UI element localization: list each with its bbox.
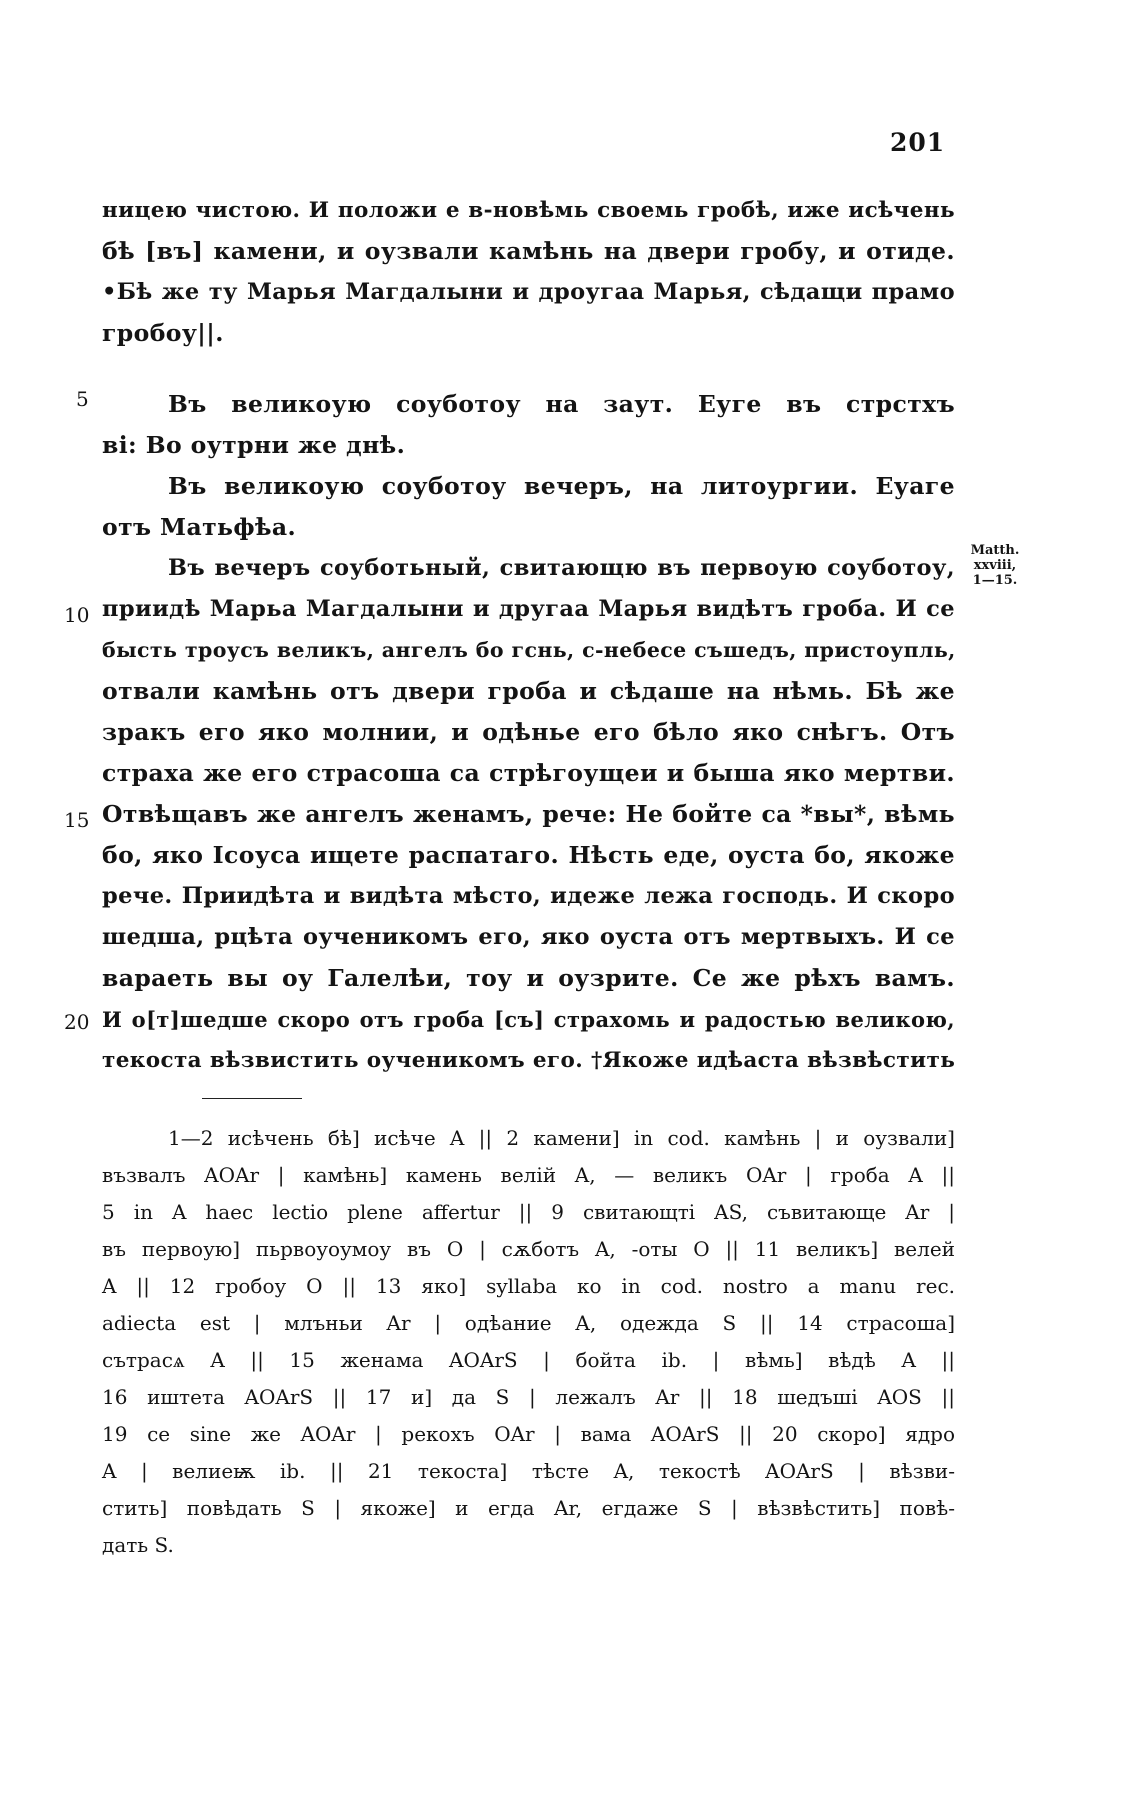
- line-number-10: 10: [64, 603, 90, 627]
- line-number-15: 15: [64, 808, 90, 832]
- apparatus-line: A | велиеѭ ib. || 21 текоста] тѣсте A, текостѣ AOArS | вѣзви-: [102, 1459, 955, 1483]
- margin-reference: [965, 543, 1025, 588]
- text-line: вараеть вы оу Галелѣи, тоу и оузрите. Се же рѣхъ вамъ.: [102, 964, 955, 992]
- apparatus-line: adiecta est | млъньи Ar | одѣание A, одежда S || 14 страсоша]: [102, 1311, 955, 1335]
- apparatus-line: A || 12 гробоу O || 13 яко] syllaba ко in cod. nostro a manu rec.: [102, 1274, 955, 1298]
- text-line: ницею чистою. И положи е в-новѣмь своемь гробѣ, иже исѣчень: [102, 198, 955, 223]
- text-line: рече. Приидѣта и видѣта мѣсто, идеже лежа господь. И скоро: [102, 883, 955, 909]
- text-line: шедша, рцѣта оученикомъ его, яко оуста отъ мертвыхъ. И се: [102, 924, 955, 950]
- apparatus-line: сътрасѧ A || 15 женама AOArS | бойта ib. | вѣмь] вѣдѣ A ||: [102, 1348, 955, 1372]
- text-line: текоста вѣзвистить оученикомъ его. †Якоже идѣаста вѣзвѣстить: [102, 1048, 956, 1073]
- line-number-5: 5: [76, 387, 89, 411]
- text-line: бѣ [въ] камени, и оузвали камѣнь на двери гробу, и отиде.: [102, 237, 955, 265]
- text-line: Отвѣщавъ же ангелъ женамъ, рече: Не бойте са *вы*, вѣмь: [102, 800, 955, 828]
- critical-apparatus: [102, 1120, 955, 1564]
- rubric-line: ві: Во оутрни же днѣ.: [102, 431, 406, 459]
- rubric-line: Въ великоую соуботоу вечеръ, на литоургии. Еуаге: [168, 472, 955, 500]
- line-number-20: 20: [64, 1010, 90, 1034]
- apparatus-line: стить] повѣдать S | якоже] и егда Ar, егдаже S | вѣзвѣстить] повѣ-: [102, 1496, 955, 1520]
- rubric-line: Въ великоую соуботоу на заут. Еуге въ стрстхъ: [168, 390, 955, 418]
- apparatus-line: 5 in A haec lectio plene affertur || 9 свитающті AS, съвитающе Ar |: [102, 1200, 955, 1224]
- footnote-divider: [202, 1098, 302, 1099]
- margin-ref-verses: 1—15.: [972, 573, 1018, 588]
- text-line: •Бѣ же ту Марья Магдалыни и дроугаа Марья, сѣдащи прамо: [102, 279, 955, 305]
- apparatus-line: дать S.: [102, 1533, 174, 1557]
- apparatus-line: 16 иштета AOArS || 17 и] да S | лежалъ Ar || 18 шедъші AOS ||: [102, 1385, 955, 1409]
- text-line: бысть троусъ великъ, ангелъ бо гснь, с-небесе съшедъ, пристоупль,: [102, 638, 956, 662]
- text-line: зракъ его яко молнии, и одѣнье его бѣло яко снѣгъ. Отъ: [102, 718, 955, 746]
- apparatus-line: въ первоую] пьрвоуоумоу въ O | сѫботъ A, -оты O || 11 великъ] велей: [102, 1237, 955, 1261]
- text-line: Въ вечеръ соуботьный, свитающю въ первоую соуботоу,: [168, 555, 955, 581]
- main-text: [102, 190, 955, 1081]
- page-number: 201: [890, 128, 946, 157]
- apparatus-line: 1—2 исѣчень бѣ] исѣче A || 2 камени] in cod. камѣнь | и оузвали]: [168, 1126, 955, 1150]
- margin-ref-book: Matth.: [970, 543, 1020, 558]
- text-line: приидѣ Марьа Магдалыни и другаа Марья видѣтъ гроба. И се: [102, 596, 955, 622]
- text-line: гробоу||.: [102, 319, 224, 347]
- margin-ref-chapter: xxviii,: [973, 558, 1017, 573]
- text-line: бо, яко Ісоуса ищете распатаго. Нѣсть еде, оуста бо, якоже: [102, 841, 955, 869]
- apparatus-line: 19 се sine же AOAr | рекохъ OAr | вама AOArS || 20 скоро] ядро: [102, 1422, 955, 1446]
- text-line: отвали камѣнь отъ двери гроба и сѣдаше на нѣмь. Бѣ же: [102, 677, 955, 705]
- rubric-line: отъ Матьфѣа.: [102, 513, 297, 541]
- text-line: И о[т]шедше скоро отъ гроба [съ] страхомь и радостью великою,: [102, 1007, 955, 1032]
- text-line: страха же его страсоша са стрѣгоущеи и быша яко мертви.: [102, 759, 955, 787]
- apparatus-line: възвалъ AOAr | камѣнь] камень велій A, — великъ OAr | гроба A ||: [102, 1163, 955, 1187]
